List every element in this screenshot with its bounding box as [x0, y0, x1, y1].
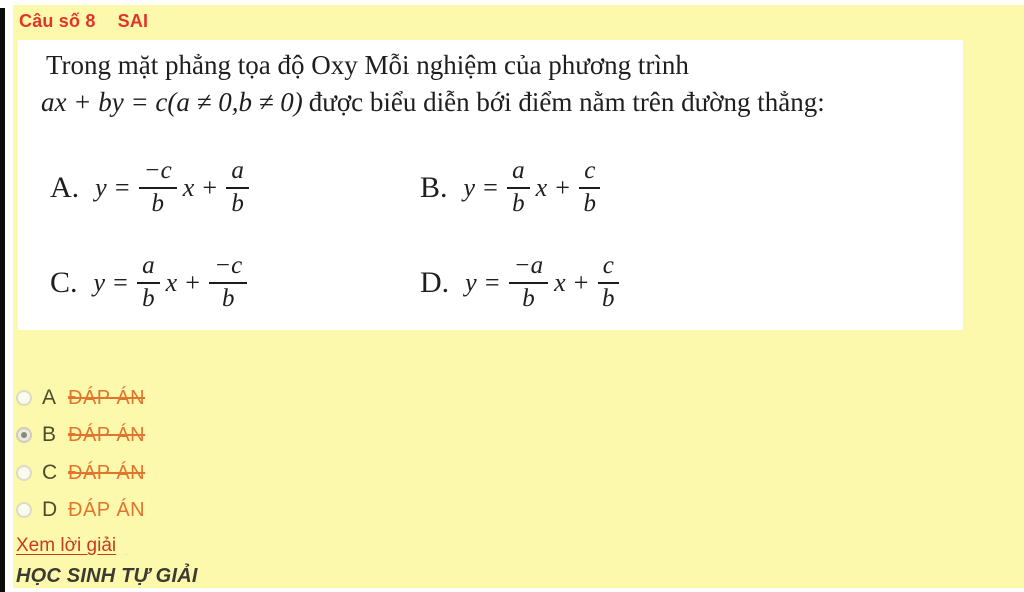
fraction: $\frac{-a}{b}$	[509, 252, 548, 314]
view-solution-link[interactable]: Xem lời giải	[16, 535, 117, 556]
equation-text: ax + by = c(a ≠ 0,b ≠ 0)	[41, 87, 303, 117]
answer-letter-c: C	[42, 461, 58, 484]
question-card	[18, 40, 963, 330]
fraction: $\frac{a}{b}$	[226, 157, 249, 219]
fraction: $\frac{c}{b}$	[579, 157, 600, 219]
option-a-letter: A.	[50, 170, 80, 204]
question-text-continued: được biểu diễn bới điểm nằm trên đường thẳng:	[308, 87, 825, 117]
radio-button-c[interactable]	[16, 465, 32, 481]
answer-label-b: ĐÁP ÁN	[68, 423, 146, 446]
question-number: Câu số 8	[19, 11, 96, 31]
question-text-line1: Trong mặt phẳng tọa độ Oxy Mỗi nghiệm của phương trình	[46, 50, 689, 80]
option-c-mid: x +	[165, 267, 202, 297]
option-b-formula	[420, 157, 600, 219]
answer-letter-a: A	[42, 386, 57, 409]
option-b-mid: x +	[535, 172, 572, 202]
quiz-panel	[13, 5, 1024, 588]
answer-letter-b: B	[42, 423, 57, 446]
option-c-lhs: y =	[93, 267, 130, 297]
answer-letter-d: D	[42, 498, 58, 521]
fraction: $\frac{a}{b}$	[507, 157, 530, 219]
option-d-lhs: y =	[465, 267, 501, 297]
radio-button-d[interactable]	[16, 502, 32, 518]
answer-label-d: ĐÁP ÁN	[68, 498, 146, 521]
left-border-bar	[0, 8, 5, 592]
option-a-lhs: y =	[95, 172, 131, 202]
answer-option-a[interactable]	[16, 385, 145, 411]
option-a-mid: x +	[182, 172, 219, 202]
fraction: $\frac{a}{b}$	[137, 252, 160, 314]
fraction: $\frac{-c}{b}$	[209, 252, 247, 314]
option-d-mid: x +	[554, 267, 590, 297]
option-c-formula	[50, 252, 247, 314]
option-b-lhs: y =	[463, 172, 500, 202]
student-self-solve-note: HỌC SINH TỰ GIẢI	[16, 565, 198, 587]
answer-option-b[interactable]	[16, 422, 145, 448]
status-badge: SAI	[117, 11, 149, 31]
question-header	[19, 11, 148, 32]
option-c-letter: C.	[50, 265, 78, 299]
answer-option-c[interactable]	[16, 460, 145, 486]
fraction: $\frac{-c}{b}$	[139, 157, 177, 219]
answer-option-d[interactable]	[16, 497, 145, 523]
option-b-letter: B.	[420, 170, 448, 204]
radio-button-b[interactable]	[16, 427, 32, 443]
fraction: $\frac{c}{b}$	[598, 252, 619, 314]
option-d-letter: D.	[420, 265, 450, 299]
answer-label-a: ĐÁP ÁN	[68, 386, 146, 409]
option-a-formula	[50, 157, 249, 219]
question-text-line2	[41, 87, 825, 118]
answer-label-c: ĐÁP ÁN	[68, 461, 146, 484]
option-d-formula	[420, 252, 619, 314]
radio-button-a[interactable]	[16, 390, 32, 406]
